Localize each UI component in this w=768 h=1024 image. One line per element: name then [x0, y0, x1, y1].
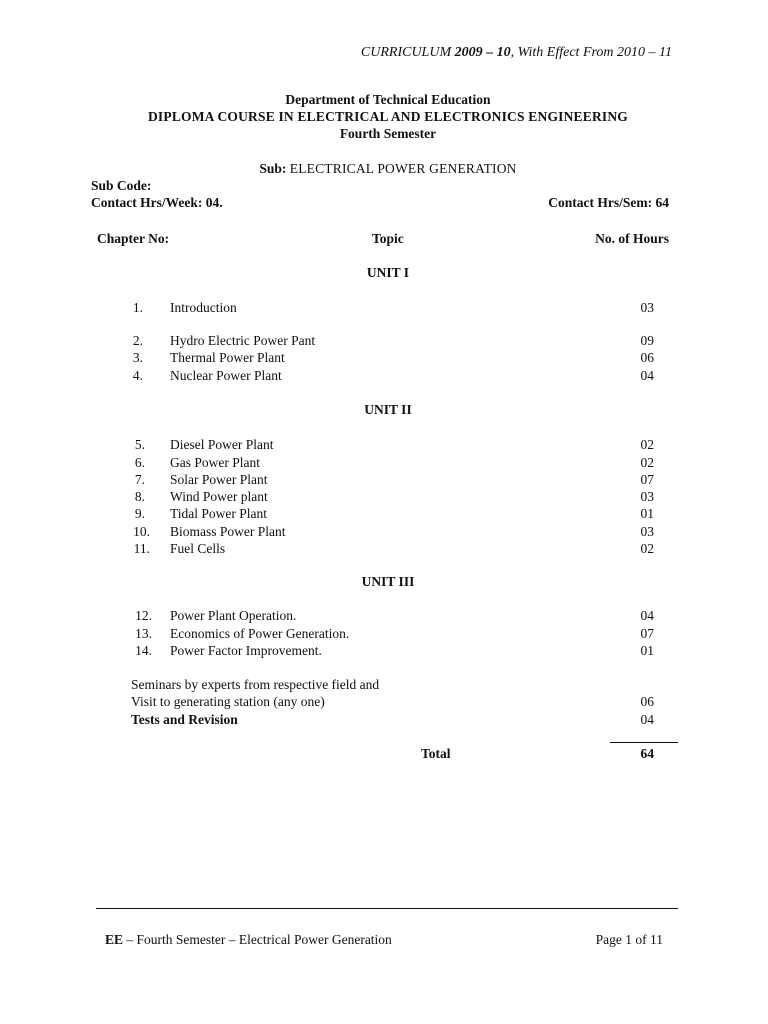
seminar-line-2: Visit to generating station (any one): [131, 694, 325, 709]
chapter-hours: 03: [640, 524, 654, 539]
chapter-hours: 07: [640, 626, 654, 641]
unit-heading: UNIT II: [364, 402, 412, 417]
sub-code: Sub Code:: [91, 178, 152, 193]
chapter-hours: 03: [640, 300, 654, 315]
footer-rule: [96, 908, 678, 909]
seminar-hours: 06: [640, 694, 654, 709]
chapter-number: 6.: [134, 455, 145, 470]
seminar-line-1: Seminars by experts from respective field and: [131, 677, 380, 692]
unit-heading: UNIT III: [361, 574, 415, 589]
total-rule: [610, 742, 678, 743]
chapter-topic: Thermal Power Plant: [170, 350, 285, 365]
chapter-number: 4.: [132, 368, 143, 383]
subject-title: [0, 161, 768, 177]
column-chapter: Chapter No:: [97, 231, 170, 246]
chapter-topic: Power Factor Improvement.: [170, 643, 322, 658]
chapter-number: 5.: [134, 437, 145, 452]
chapter-topic: Diesel Power Plant: [170, 437, 274, 452]
chapter-number: 10.: [133, 524, 150, 539]
chapter-hours: 02: [640, 455, 654, 470]
contact-hours-week: Contact Hrs/Week: 04.: [91, 195, 223, 210]
semester-title: Fourth Semester: [339, 126, 437, 141]
chapter-topic: Solar Power Plant: [170, 472, 268, 487]
chapter-topic: Wind Power plant: [170, 489, 268, 504]
unit-heading: UNIT I: [366, 265, 410, 280]
column-hours: No. of Hours: [595, 231, 669, 246]
footer-left: [105, 932, 392, 948]
tests-revision-hours: 04: [640, 712, 654, 727]
chapter-number: 9.: [134, 506, 145, 521]
chapter-number: 3.: [132, 350, 143, 365]
total-value: 64: [640, 746, 654, 761]
chapter-number: 8.: [134, 489, 145, 504]
footer-code: EE: [105, 932, 124, 947]
chapter-hours: 01: [640, 506, 654, 521]
chapter-topic: Hydro Electric Power Pant: [170, 333, 316, 348]
chapter-hours: 06: [640, 350, 654, 365]
chapter-hours: 03: [640, 489, 654, 504]
chapter-number: 7.: [134, 472, 145, 487]
chapter-hours: 02: [640, 541, 654, 556]
chapter-number: 13.: [135, 626, 152, 641]
chapter-hours: 04: [640, 368, 654, 383]
chapter-hours: 04: [640, 608, 654, 623]
total-label: Total: [421, 746, 451, 761]
chapter-topic: Nuclear Power Plant: [170, 368, 282, 383]
chapter-number: 11.: [133, 541, 150, 556]
chapter-number: 12.: [135, 608, 152, 623]
chapter-topic: Biomass Power Plant: [170, 524, 286, 539]
curriculum-years: 2009 – 10: [454, 45, 511, 60]
tests-revision-label: Tests and Revision: [131, 712, 238, 727]
chapter-topic: Introduction: [170, 300, 237, 315]
chapter-hours: 02: [640, 437, 654, 452]
curriculum-suffix: , With Effect From 2010 – 11: [510, 45, 672, 60]
chapter-topic: Economics of Power Generation.: [170, 626, 350, 641]
chapter-hours: 01: [640, 643, 654, 658]
chapter-number: 2.: [132, 333, 143, 348]
footer-page-number: Page 1 of 11: [595, 932, 663, 947]
chapter-topic: Power Plant Operation.: [170, 608, 297, 623]
chapter-topic: Fuel Cells: [170, 541, 226, 556]
curriculum-header: [361, 45, 672, 61]
footer-text: – Fourth Semester – Electrical Power Generation: [123, 932, 392, 947]
department-title: Department of Technical Education: [285, 92, 491, 107]
chapter-hours: 09: [640, 333, 654, 348]
chapter-topic: Gas Power Plant: [170, 455, 260, 470]
chapter-topic: Tidal Power Plant: [170, 506, 268, 521]
curriculum-prefix: CURRICULUM: [360, 45, 455, 60]
contact-hours-sem: Contact Hrs/Sem: 64: [548, 195, 669, 210]
chapter-hours: 07: [640, 472, 654, 487]
column-topic: Topic: [372, 231, 404, 246]
chapter-number: 1.: [132, 300, 143, 315]
subject-name: ELECTRICAL POWER GENERATION: [289, 161, 517, 176]
subject-label: Sub:: [259, 161, 290, 176]
course-title: DIPLOMA COURSE IN ELECTRICAL AND ELECTRONICS ENGINEERING: [147, 109, 629, 124]
chapter-number: 14.: [135, 643, 152, 658]
